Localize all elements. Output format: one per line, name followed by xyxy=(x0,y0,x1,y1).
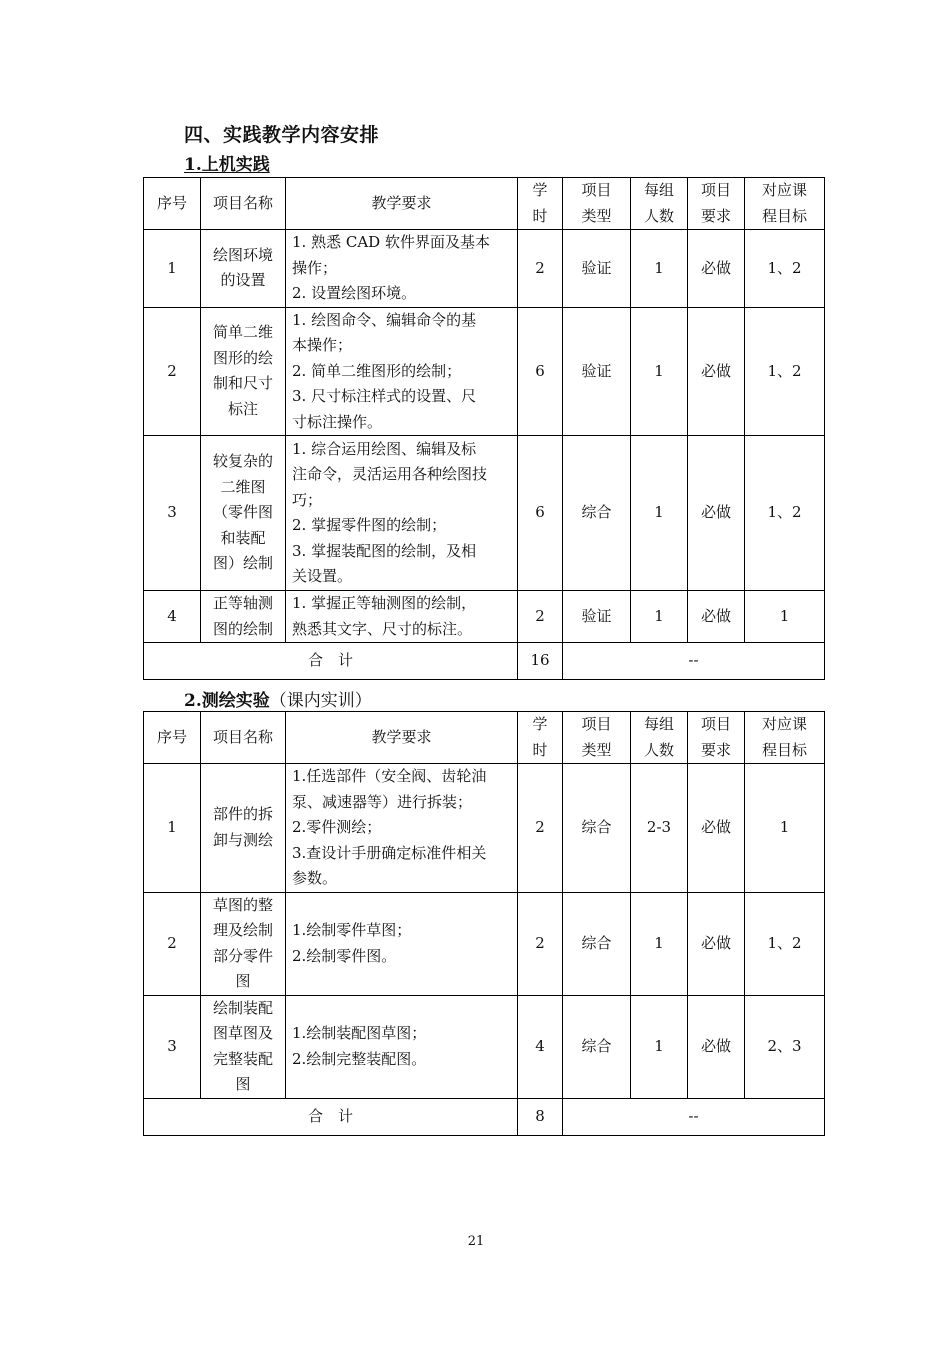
table-row xyxy=(144,230,825,308)
cell-goal: 2、3 xyxy=(745,995,825,1098)
cell-name: 较复杂的 二维图 （零件图 和装配 图）绘制 xyxy=(201,436,286,591)
table-header-row xyxy=(144,178,825,230)
cell-type: 综合 xyxy=(563,436,631,591)
cell-no: 1 xyxy=(144,764,201,893)
cell-name: 简单二维 图形的绘 制和尺寸 标注 xyxy=(201,307,286,436)
header-must: 项目 要求 xyxy=(688,712,745,764)
page-number: 21 xyxy=(467,1234,485,1249)
table-surveying-experiment xyxy=(143,711,825,1136)
table-row xyxy=(144,591,825,643)
header-goal: 对应课 程目标 xyxy=(745,178,825,230)
cell-req: 1. 熟悉 CAD 软件界面及基本 操作； 2. 设置绘图环境。 xyxy=(286,230,518,308)
cell-group: 1 xyxy=(631,436,688,591)
cell-name: 部件的拆 卸与测绘 xyxy=(201,764,286,893)
cell-req: 1.绘制装配图草图； 2.绘制完整装配图。 xyxy=(286,995,518,1098)
cell-goal: 1、2 xyxy=(745,230,825,308)
total-label: 合 计 xyxy=(144,1098,518,1135)
header-req: 教学要求 xyxy=(286,178,518,230)
table-row xyxy=(144,307,825,436)
cell-must: 必做 xyxy=(688,436,745,591)
table-row xyxy=(144,764,825,893)
total-rest: -- xyxy=(563,1098,825,1135)
cell-goal: 1 xyxy=(745,591,825,643)
part2-heading-note: （课内实训） xyxy=(269,691,372,711)
cell-req: 1. 掌握正等轴测图的绘制， 熟悉其文字、尺寸的标注。 xyxy=(286,591,518,643)
table-total-row xyxy=(144,1098,825,1135)
cell-type: 验证 xyxy=(563,591,631,643)
cell-group: 1 xyxy=(631,995,688,1098)
table-row xyxy=(144,995,825,1098)
cell-hours: 2 xyxy=(518,764,563,893)
table-row xyxy=(144,436,825,591)
cell-hours: 2 xyxy=(518,892,563,995)
total-hours: 8 xyxy=(518,1098,563,1135)
table-total-row xyxy=(144,643,825,680)
table-header-row xyxy=(144,712,825,764)
header-name: 项目名称 xyxy=(201,178,286,230)
cell-group: 2-3 xyxy=(631,764,688,893)
header-req: 教学要求 xyxy=(286,712,518,764)
section-title: 四、实践教学内容安排 xyxy=(184,124,380,146)
table-computer-practice xyxy=(143,177,825,680)
cell-name: 绘图环境 的设置 xyxy=(201,230,286,308)
cell-group: 1 xyxy=(631,591,688,643)
header-type: 项目 类型 xyxy=(563,712,631,764)
header-name: 项目名称 xyxy=(201,712,286,764)
cell-name: 草图的整 理及绘制 部分零件 图 xyxy=(201,892,286,995)
cell-must: 必做 xyxy=(688,892,745,995)
cell-hours: 6 xyxy=(518,307,563,436)
cell-type: 综合 xyxy=(563,995,631,1098)
cell-no: 2 xyxy=(144,307,201,436)
total-rest: -- xyxy=(563,643,825,680)
header-no: 序号 xyxy=(144,712,201,764)
cell-no: 3 xyxy=(144,436,201,591)
header-group: 每组 人数 xyxy=(631,178,688,230)
cell-hours: 2 xyxy=(518,230,563,308)
cell-group: 1 xyxy=(631,307,688,436)
cell-must: 必做 xyxy=(688,764,745,893)
cell-type: 验证 xyxy=(563,230,631,308)
cell-must: 必做 xyxy=(688,307,745,436)
header-type: 项目 类型 xyxy=(563,178,631,230)
header-goal: 对应课 程目标 xyxy=(745,712,825,764)
table-row xyxy=(144,892,825,995)
cell-must: 必做 xyxy=(688,230,745,308)
cell-group: 1 xyxy=(631,892,688,995)
cell-must: 必做 xyxy=(688,591,745,643)
cell-type: 综合 xyxy=(563,892,631,995)
cell-must: 必做 xyxy=(688,995,745,1098)
cell-hours: 4 xyxy=(518,995,563,1098)
cell-no: 3 xyxy=(144,995,201,1098)
cell-type: 验证 xyxy=(563,307,631,436)
part2-heading-text: 2.测绘实验 xyxy=(184,691,270,711)
part1-heading xyxy=(184,150,270,175)
cell-group: 1 xyxy=(631,230,688,308)
cell-no: 2 xyxy=(144,892,201,995)
cell-req: 1.任选部件（安全阀、齿轮油 泵、减速器等）进行拆装； 2.零件测绘； 3.查设计手册确定标准件相关 参数。 xyxy=(286,764,518,893)
part1-heading-text: 1.上机实践 xyxy=(184,155,270,175)
cell-goal: 1 xyxy=(745,764,825,893)
cell-name: 绘制装配 图草图及 完整装配 图 xyxy=(201,995,286,1098)
cell-hours: 6 xyxy=(518,436,563,591)
cell-no: 1 xyxy=(144,230,201,308)
cell-goal: 1、2 xyxy=(745,892,825,995)
cell-req: 1. 综合运用绘图、编辑及标 注命令，灵活运用各种绘图技 巧； 2. 掌握零件图的绘制； 3. 掌握装配图的绘制，及相 关设置。 xyxy=(286,436,518,591)
cell-goal: 1、2 xyxy=(745,307,825,436)
cell-type: 综合 xyxy=(563,764,631,893)
cell-hours: 2 xyxy=(518,591,563,643)
header-must: 项目 要求 xyxy=(688,178,745,230)
total-hours: 16 xyxy=(518,643,563,680)
cell-req: 1.绘制零件草图； 2.绘制零件图。 xyxy=(286,892,518,995)
cell-goal: 1、2 xyxy=(745,436,825,591)
header-group: 每组 人数 xyxy=(631,712,688,764)
part2-heading xyxy=(184,686,372,711)
total-label: 合 计 xyxy=(144,643,518,680)
header-no: 序号 xyxy=(144,178,201,230)
cell-req: 1. 绘图命令、编辑命令的基 本操作； 2. 简单二维图形的绘制； 3. 尺寸标注样式的设置、尺 寸标注操作。 xyxy=(286,307,518,436)
header-hours: 学 时 xyxy=(518,712,563,764)
header-hours: 学 时 xyxy=(518,178,563,230)
cell-no: 4 xyxy=(144,591,201,643)
cell-name: 正等轴测 图的绘制 xyxy=(201,591,286,643)
